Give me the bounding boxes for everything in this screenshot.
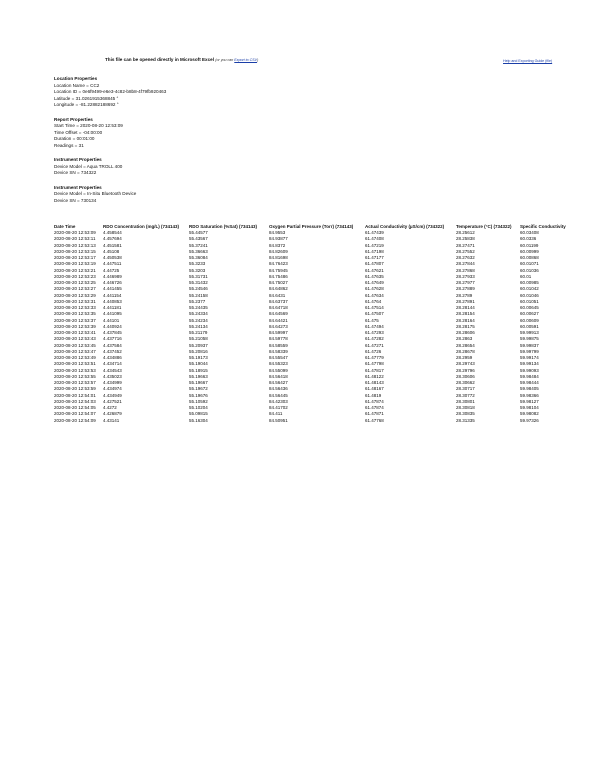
property-section <box>54 185 166 205</box>
table-cell: 61.47507 <box>365 311 384 317</box>
table-cell: 55.10204 <box>189 405 208 410</box>
table-cell: 84.56445 <box>269 392 288 398</box>
table-cell: 55.37241 <box>189 242 208 248</box>
table-cell: 4.45108 <box>103 248 120 254</box>
table-cell: 61.47874 <box>365 405 384 410</box>
table-cell: 4.4272 <box>103 405 117 410</box>
table-cell: 84.41702 <box>269 405 288 410</box>
table-cell: 84.56427 <box>269 380 288 385</box>
table-cell: 55.19667 <box>189 380 208 385</box>
table-cell: 84.411 <box>269 411 283 417</box>
property-section <box>54 157 166 177</box>
table-cell: 59.98405 <box>520 386 539 392</box>
table-cell: 84.42303 <box>269 398 288 404</box>
table-cell: 84.58559 <box>269 342 288 348</box>
readings-table <box>54 222 600 424</box>
table-cell: 60.00627 <box>520 311 539 317</box>
table-cell: 84.58339 <box>269 348 288 354</box>
table-cell: 60.01199 <box>520 242 539 248</box>
table-cell: 2020-08-20 12:53:55 <box>54 373 96 379</box>
table-cell: 2020-08-20 12:53:21 <box>54 267 96 273</box>
table-cell: 4.44101 <box>103 317 120 323</box>
table-cell: 28.25838 <box>456 236 475 242</box>
table-cell: 28.27889 <box>456 286 475 292</box>
table-cell: 61.47408 <box>365 236 384 242</box>
table-cell: 61.475 <box>365 317 379 323</box>
table-cell: 2020-08-20 12:53:29 <box>54 292 96 298</box>
property-line: Device SN = 730134 <box>54 197 97 203</box>
table-cell: 59.98082 <box>520 411 539 417</box>
table-cell: 2020-08-20 12:54:09 <box>54 417 96 423</box>
table-cell: 84.50951 <box>269 417 288 423</box>
table-cell: 28.27471 <box>456 242 475 248</box>
table-cell: 60.01071 <box>520 261 539 267</box>
table-cell: 84.64718 <box>269 305 288 310</box>
table-cell: 60.00591 <box>520 323 539 329</box>
table-cell: 2020-08-20 12:53:31 <box>54 298 96 304</box>
table-cell: 61.47282 <box>365 336 384 342</box>
column-header: Oxygen Partial Pressure (Torr) (734143) <box>269 223 354 229</box>
table-cell: 28.30606 <box>456 373 475 379</box>
table-cell: 4.437452 <box>103 348 122 354</box>
table-cell: 28.27891 <box>456 298 475 304</box>
table-cell: 84.59778 <box>269 336 288 342</box>
table-cell: 55.20937 <box>189 342 208 348</box>
table-cell: 84.75486 <box>269 273 288 279</box>
table-cell: 61.4819 <box>365 392 382 398</box>
property-line: Device Model = In-Situ Bluetooth Device <box>54 191 137 196</box>
table-cell: 55.31432 <box>189 280 208 285</box>
column-header: RDO Saturation (%Sat) (734143) <box>189 223 258 229</box>
table-cell: 84.93877 <box>269 236 288 242</box>
table-cell: 2020-08-20 12:53:35 <box>54 311 96 317</box>
table-cell: 84.55099 <box>269 367 288 373</box>
table-cell: 84.56436 <box>269 386 288 392</box>
table-cell: 28.28175 <box>456 323 475 329</box>
banner-text: This file can be opened directly in Microsoft Excel <box>105 57 215 62</box>
table-cell: 55.10592 <box>189 398 208 404</box>
table-cell: 28.2789 <box>456 292 473 298</box>
table-cell: 4.434949 <box>103 392 122 398</box>
table-cell: 28.2959 <box>456 355 473 360</box>
table-cell: 84.8372 <box>269 242 286 248</box>
table-body <box>54 230 580 424</box>
table-cell: 84.63737 <box>269 298 288 304</box>
table-cell: 2020-08-20 12:53:37 <box>54 317 96 323</box>
table-cell: 55.36084 <box>189 255 208 260</box>
table-cell: 55.21058 <box>189 336 208 342</box>
table-cell: 4.43141 <box>103 417 120 423</box>
table-cell: 61.47514 <box>365 305 384 310</box>
table-cell: 2020-08-20 12:53:25 <box>54 280 96 285</box>
table-cell: 60.01051 <box>520 298 539 304</box>
section-title: Report Properties <box>54 116 93 122</box>
table-cell: 59.99837 <box>520 342 539 348</box>
table-cell: 2020-08-20 12:53:39 <box>54 323 96 329</box>
column-header: Actual Conductivity (µS/cm) (734322) <box>365 223 445 229</box>
table-cell: 55.19676 <box>189 392 208 398</box>
table-cell: 28.28606 <box>456 330 475 335</box>
table-cell: 60.00609 <box>520 317 539 323</box>
table-cell: 28.29796 <box>456 367 475 373</box>
table-cell: 28.30662 <box>456 380 475 385</box>
property-line: Time Offset = -04:00:00 <box>54 129 103 135</box>
property-line: Readings = 31 <box>54 142 84 148</box>
table-cell: 2020-08-20 12:53:33 <box>54 305 96 310</box>
table-cell: 61.47779 <box>365 355 384 360</box>
table-cell: 61.47817 <box>365 367 384 373</box>
table-cell: 59.99134 <box>520 361 539 367</box>
table-cell: 2020-08-20 12:53:13 <box>54 242 96 248</box>
table-cell: 4.435023 <box>103 373 122 379</box>
banner-note-suffix: ) <box>257 58 259 62</box>
table-cell: 4.434999 <box>103 380 122 385</box>
table-cell: 60.01036 <box>520 267 539 273</box>
table-cell: 4.451581 <box>103 242 122 248</box>
table-cell: 4.446726 <box>103 280 122 285</box>
table-cell: 61.47635 <box>365 273 384 279</box>
table-row <box>54 418 580 424</box>
table-cell: 61.4726 <box>365 348 382 354</box>
table-cell: 4.437716 <box>103 336 122 342</box>
table-cell: 4.450538 <box>103 255 122 260</box>
table-cell: 59.99913 <box>520 330 539 335</box>
table-cell: 61.4764 <box>365 298 382 304</box>
table-cell: 84.59997 <box>269 330 288 335</box>
table-cell: 60.01046 <box>520 292 539 298</box>
table-cell: 61.47271 <box>365 342 384 348</box>
table-cell: 4.440924 <box>103 323 122 329</box>
property-line: Start Time = 2020-08-20 12:53:09 <box>54 123 123 128</box>
table-cell: 55.24546 <box>189 286 208 292</box>
table-cell: 84.82609 <box>269 248 288 254</box>
table-cell: 61.47439 <box>365 230 384 235</box>
property-line: Duration = 00:01:00 <box>54 136 95 141</box>
table-cell: 28.27868 <box>456 267 475 273</box>
table-cell: 84.56418 <box>269 373 288 379</box>
properties-block <box>54 76 166 212</box>
column-header: Temperature (°C) (734322) <box>456 223 512 229</box>
table-cell: 84.55547 <box>269 355 288 360</box>
table-cell: 2020-08-20 12:53:49 <box>54 355 96 360</box>
table-cell: 28.2863 <box>456 336 473 342</box>
table-cell: 28.30801 <box>456 398 475 404</box>
table-cell: 59.98127 <box>520 398 539 404</box>
table-cell: 28.28654 <box>456 342 475 348</box>
table-cell: 2020-08-20 12:54:01 <box>54 392 96 398</box>
table-cell: 4.427521 <box>103 398 122 404</box>
table-cell: 2020-08-20 12:53:53 <box>54 367 96 373</box>
table-cell: 55.21179 <box>189 330 208 335</box>
table-cell: 4.441181 <box>103 305 122 310</box>
property-line: Device SN = 734322 <box>54 170 97 175</box>
table-cell: 84.64569 <box>269 311 288 317</box>
table-cell: 55.3203 <box>189 267 206 273</box>
table-cell: 61.47177 <box>365 255 384 260</box>
table-cell: 2020-08-20 12:53:17 <box>54 255 96 260</box>
excel-banner <box>105 57 258 62</box>
table-cell: 55.3233 <box>189 261 206 267</box>
table-cell: 2020-08-20 12:53:41 <box>54 330 96 335</box>
table-cell: 2020-08-20 12:53:51 <box>54 361 96 367</box>
table-cell: 28.28164 <box>456 317 475 323</box>
table-cell: 59.98484 <box>520 373 539 379</box>
help-guide-link[interactable]: Help and Exporting Guide (file) <box>503 59 553 63</box>
table-header-row <box>54 222 580 230</box>
table-cell: 4.447511 <box>103 261 122 267</box>
table-cell: 60.00985 <box>520 280 539 285</box>
property-line: Latitude = 31.0261915368845 ° <box>54 95 119 101</box>
table-cell: 84.9553 <box>269 230 286 235</box>
table-cell: 55.24334 <box>189 311 208 317</box>
table-cell: 2020-08-20 12:54:05 <box>54 405 96 410</box>
export-csv-link[interactable]: Export to CSV <box>234 58 258 62</box>
table-cell: 4.458544 <box>103 230 122 235</box>
table-cell: 61.47768 <box>365 417 384 423</box>
table-cell: 2020-08-20 12:53:23 <box>54 273 96 279</box>
table-cell: 4.440853 <box>103 298 122 304</box>
table-cell: 59.99799 <box>520 348 539 354</box>
table-cell: 61.47219 <box>365 242 384 248</box>
table-cell: 55.24435 <box>189 305 208 310</box>
table-cell: 4.437845 <box>103 330 122 335</box>
section-title: Location Properties <box>54 76 98 81</box>
table-cell: 55.24234 <box>189 317 208 323</box>
table-cell: 61.48143 <box>365 380 384 385</box>
table-cell: 2020-08-20 12:53:11 <box>54 236 96 242</box>
table-cell: 2020-08-20 12:53:57 <box>54 380 96 385</box>
table-cell: 84.76423 <box>269 261 288 267</box>
table-cell: 2020-08-20 12:53:09 <box>54 230 96 235</box>
table-cell: 55.43567 <box>189 236 208 242</box>
table-cell: 84.64421 <box>269 317 288 323</box>
property-line: Location Name = CC2 <box>54 82 100 88</box>
table-cell: 61.47634 <box>365 292 384 298</box>
table-cell: 55.09815 <box>189 411 208 417</box>
table-cell: 28.27977 <box>456 280 475 285</box>
table-cell: 4.426879 <box>103 411 122 417</box>
table-cell: 28.27552 <box>456 248 475 254</box>
property-line: Longitude = -81.22882188692 ° <box>54 102 119 107</box>
column-header: RDO Concentration (mg/L) (734143) <box>103 223 180 229</box>
table-cell: 55.18915 <box>189 367 208 373</box>
table-cell: 61.48122 <box>365 373 384 379</box>
table-cell: 28.30818 <box>456 405 475 410</box>
table-cell: 55.19173 <box>189 355 208 360</box>
table-cell: 59.99875 <box>520 336 539 342</box>
table-cell: 84.75027 <box>269 280 288 285</box>
table-cell: 84.6431 <box>269 292 286 298</box>
table-cell: 61.47798 <box>365 361 384 367</box>
table-cell: 28.30835 <box>456 411 475 417</box>
table-cell: 4.446989 <box>103 273 122 279</box>
table-cell: 28.25612 <box>456 230 475 235</box>
table-cell: 2020-08-20 12:53:43 <box>54 336 96 342</box>
table-cell: 60.00868 <box>520 255 539 260</box>
section-title: Instrument Properties <box>54 157 102 162</box>
table-cell: 84.64862 <box>269 286 288 292</box>
table-cell: 61.47649 <box>365 280 384 285</box>
column-header: Date Time <box>54 223 76 229</box>
table-cell: 4.434886 <box>103 355 122 360</box>
table-cell: 61.47807 <box>365 261 384 267</box>
table-cell: 55.2377 <box>189 298 206 304</box>
property-section <box>54 117 166 150</box>
property-section <box>54 76 166 109</box>
table-cell: 55.16304 <box>189 417 208 423</box>
table-cell: 55.31731 <box>189 273 208 279</box>
table-cell: 61.47494 <box>365 323 384 329</box>
table-cell: 55.24158 <box>189 292 208 298</box>
table-cell: 4.434714 <box>103 361 122 367</box>
table-cell: 61.47871 <box>365 411 384 417</box>
table-cell: 55.19663 <box>189 373 208 379</box>
table-cell: 2020-08-20 12:54:07 <box>54 411 96 417</box>
table-cell: 2020-08-20 12:53:59 <box>54 386 96 392</box>
table-cell: 55.20816 <box>189 348 208 354</box>
table-cell: 55.19672 <box>189 386 208 392</box>
section-title: Instrument Properties <box>54 184 102 190</box>
table-cell: 2020-08-20 12:53:47 <box>54 348 96 354</box>
property-line: Location ID = 0e6f9499-e6e3-4c82-b8b8-4f79fb920463 <box>54 89 167 94</box>
table-cell: 84.81698 <box>269 255 288 260</box>
property-line: Device Model = Aqua TROLL 400 <box>54 163 123 169</box>
table-cell: 59.98444 <box>520 380 539 385</box>
table-cell: 84.55323 <box>269 361 288 367</box>
table-cell: 2020-08-20 12:54:03 <box>54 398 96 404</box>
table-cell: 61.47628 <box>365 286 384 292</box>
table-cell: 2020-08-20 12:53:45 <box>54 342 96 348</box>
table-cell: 4.44725 <box>103 267 120 273</box>
table-cell: 4.434974 <box>103 386 122 392</box>
table-cell: 4.437584 <box>103 342 122 348</box>
table-cell: 60.0336 <box>520 236 537 242</box>
table-cell: 4.441095 <box>103 311 122 317</box>
table-cell: 59.99174 <box>520 355 539 360</box>
table-cell: 2020-08-20 12:53:27 <box>54 286 96 292</box>
table-cell: 60.00999 <box>520 248 539 254</box>
table-cell: 60.01042 <box>520 286 539 292</box>
table-cell: 28.27632 <box>456 255 475 260</box>
table-cell: 2020-08-20 12:53:19 <box>54 261 96 267</box>
table-cell: 28.28154 <box>456 311 475 317</box>
table-cell: 84.75945 <box>269 267 288 273</box>
table-cell: 2020-08-20 12:53:15 <box>54 248 96 254</box>
table-cell: 61.47293 <box>365 330 384 335</box>
table-cell: 61.47198 <box>365 248 384 254</box>
table-cell: 55.36663 <box>189 248 208 254</box>
table-cell: 59.98366 <box>520 392 539 398</box>
table-cell: 60.01 <box>520 273 532 279</box>
banner-note-prefix: (or you can <box>215 58 235 62</box>
table-cell: 55.24134 <box>189 323 208 329</box>
table-cell: 28.27933 <box>456 273 475 279</box>
column-header: Specific Conductivity <box>520 223 566 229</box>
table-cell: 4.441154 <box>103 292 122 298</box>
table-cell: 61.47874 <box>365 398 384 404</box>
table-cell: 60.03408 <box>520 230 539 235</box>
table-cell: 4.441455 <box>103 286 122 292</box>
table-cell: 61.48167 <box>365 386 384 392</box>
table-cell: 59.99093 <box>520 367 539 373</box>
table-cell: 59.97326 <box>520 417 539 423</box>
table-cell: 61.47621 <box>365 267 384 273</box>
table-cell: 28.29743 <box>456 361 475 367</box>
banner-note <box>215 58 258 62</box>
table-cell: 28.27844 <box>456 261 475 267</box>
table-cell: 28.28144 <box>456 305 475 310</box>
table-cell: 28.30717 <box>456 386 475 392</box>
table-cell: 4.434543 <box>103 367 122 373</box>
table-cell: 55.44577 <box>189 230 208 235</box>
table-cell: 84.64273 <box>269 323 288 329</box>
table-cell: 4.457694 <box>103 236 122 242</box>
table-cell: 28.28678 <box>456 348 475 354</box>
table-cell: 60.00645 <box>520 305 539 310</box>
table-cell: 59.98104 <box>520 405 539 410</box>
table-cell: 28.31335 <box>456 417 475 423</box>
table-cell: 28.30772 <box>456 392 475 398</box>
table-cell: 55.19044 <box>189 361 208 367</box>
